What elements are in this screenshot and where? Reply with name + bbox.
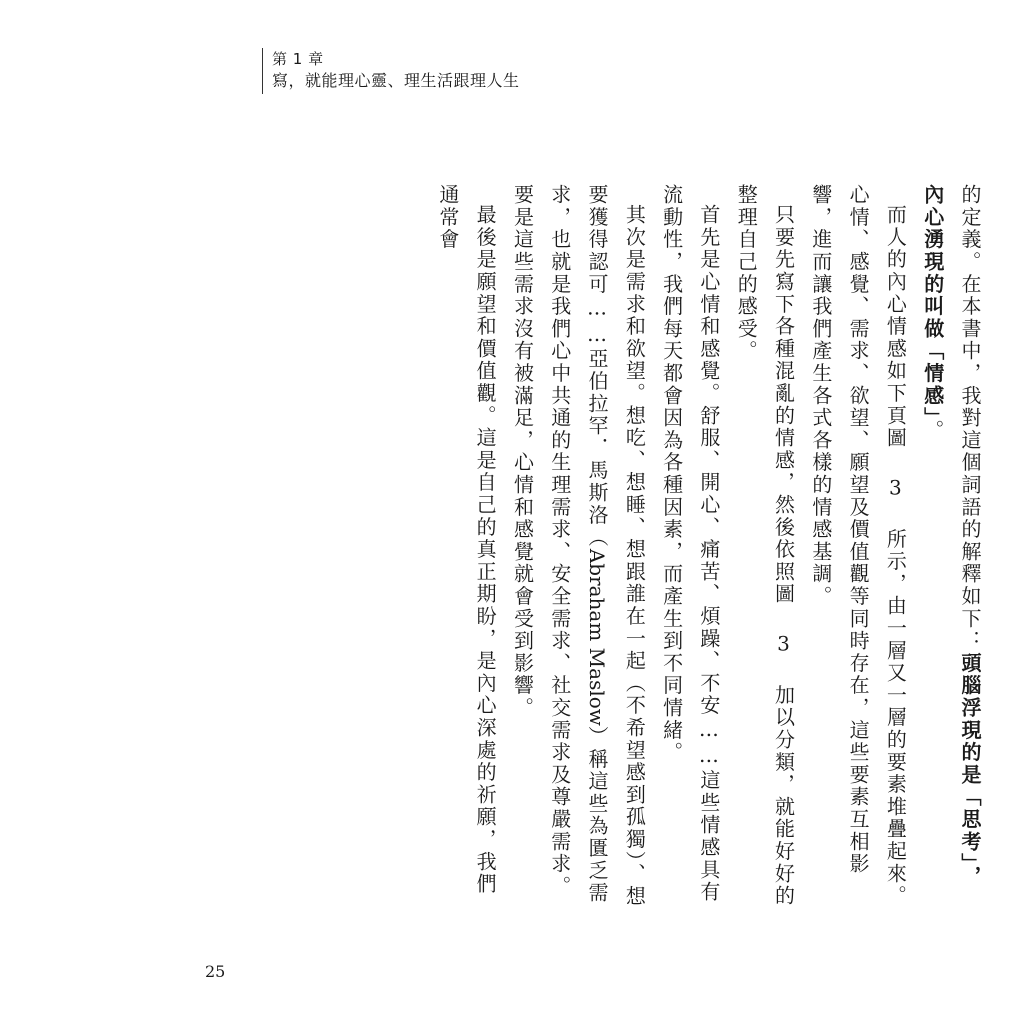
paragraph-definition-lead: 的定義。在本書中，我對這個詞語的解釋如下： [958, 184, 982, 653]
paragraph-values: 最後是願望和價值觀。這是自己的真正期盼，是內心深處的祈願，我們通常會 [435, 184, 498, 896]
page-number: 25 [205, 962, 226, 981]
paragraph-classify: 只要先寫下各種混亂的情感，然後依照圖 3 加以分類，就能好好的整理自己的感受。 [734, 184, 796, 908]
chapter-title: 寫，就能理心靈、理生活跟理人生 [272, 71, 520, 90]
paragraph-mood: 首先是心情和感覺。舒服、開心、痛苦、煩躁、不安……這些情感具有流動性，我們每天都會因為各種因素，而產生到不同情緒。 [659, 184, 721, 904]
paragraph-needs [503, 184, 652, 909]
running-header [262, 48, 632, 94]
paragraph-definition [913, 184, 988, 909]
chapter-label: 第 1 章 [272, 50, 324, 68]
vertical-body-text [429, 184, 988, 909]
maslow-name: Abraham Maslow [585, 548, 610, 726]
paragraph-needs-rest: ）稱這些為匱乏需求，也就是我們心中共通的生理需求、安全需求、社交需求及尊嚴需求。要是這些需求沒有被滿足，心情和感覺就會受到影響。 [510, 184, 610, 905]
definition-bold-text: 頭腦浮現的是「思考」，內心湧現的叫做「情感」 [920, 184, 982, 888]
paragraph-layers: 而人的內心情感如下頁圖 3 所示，由一層又一層的要素堆疊起來。心情、感覺、需求、欲望、願望及價值觀等同時存在，這些要素互相影響，進而讓我們產生各式各樣的情感基調。 [808, 184, 908, 908]
paragraph-needs-lead: 其次是需求和欲望。想吃、想睡、想跟誰在一起（不希望感到孤獨）、想要獲得認可……亞伯拉罕．馬斯洛（ [585, 184, 647, 908]
paragraph-definition-end: 。 [920, 419, 945, 442]
